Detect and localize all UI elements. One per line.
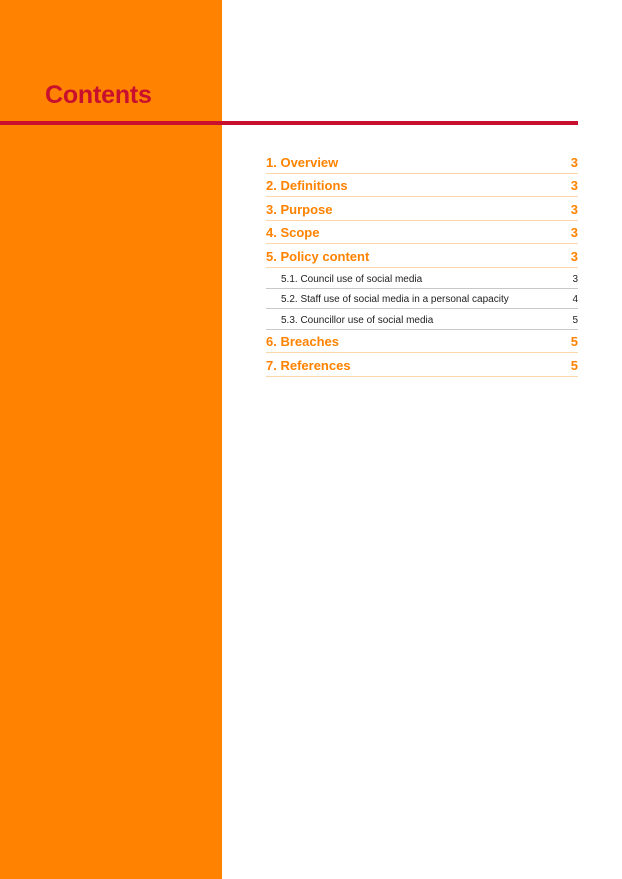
toc-subentry-page: 5 [572,314,578,326]
toc-entry-page: 3 [570,201,578,217]
toc-subentry-councillor-use[interactable] [266,309,578,330]
toc-entry-label: 6. Breaches [266,334,339,350]
side-color-panel [0,0,222,879]
toc-entry-purpose[interactable] [266,197,578,221]
toc-subentry-staff-use[interactable] [266,289,578,310]
toc-entry-policy-content[interactable] [266,244,578,268]
toc-entry-breaches[interactable] [266,330,578,354]
toc-entry-page: 5 [570,357,578,373]
toc-entry-label: 1. Overview [266,154,339,170]
toc-subentry-label: 5.2. Staff use of social media in a personal capacity [281,294,509,306]
heading-rule [0,121,578,125]
toc-entry-definitions[interactable] [266,174,578,198]
toc-entry-page: 5 [570,334,578,350]
toc-entry-overview[interactable] [266,150,578,174]
table-of-contents [266,150,578,377]
toc-entry-page: 3 [570,225,578,241]
toc-subentry-label: 5.3. Councillor use of social media [281,314,434,326]
toc-entry-page: 3 [570,178,578,194]
toc-entry-page: 3 [570,154,578,170]
toc-subentry-page: 3 [572,273,578,285]
toc-entry-page: 3 [570,248,578,264]
toc-entry-label: 4. Scope [266,225,320,241]
toc-entry-label: 2. Definitions [266,178,348,194]
toc-subentry-page: 4 [572,294,578,306]
toc-entry-label: 5. Policy content [266,248,370,264]
toc-entry-references[interactable] [266,353,578,377]
toc-entry-label: 3. Purpose [266,201,333,217]
toc-subentry-council-use[interactable] [266,268,578,289]
toc-entry-label: 7. References [266,357,351,373]
contents-heading: Contents [45,81,152,109]
toc-entry-scope[interactable] [266,221,578,245]
toc-subentry-label: 5.1. Council use of social media [281,273,423,285]
